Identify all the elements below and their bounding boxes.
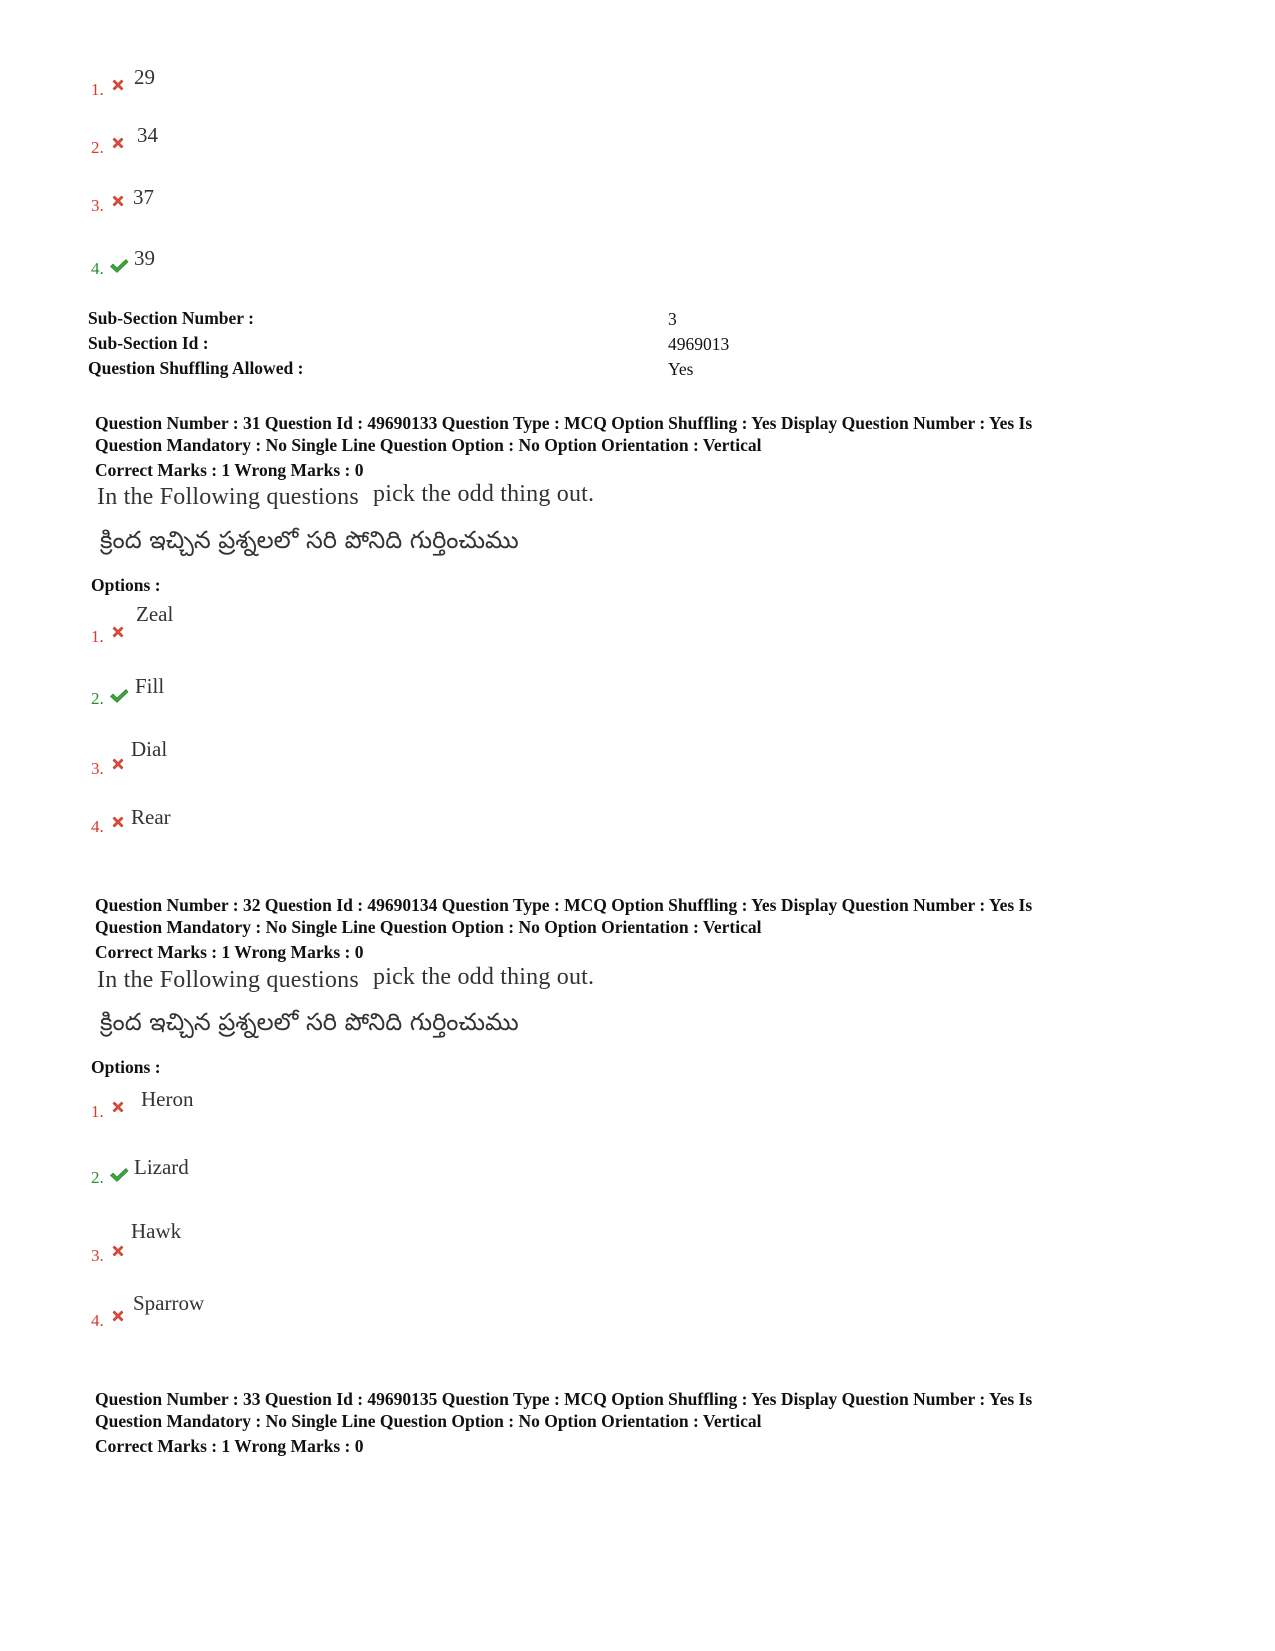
option-number: 1. (91, 627, 104, 646)
question-header (95, 412, 1195, 481)
option-number: 3. (91, 196, 104, 215)
option-value: Heron (141, 1087, 194, 1111)
option-number: 3. (91, 1246, 104, 1265)
question-text-telugu: క్రింద ఇచ్చిన ప్రశ్నలలో సరి పోనిది గుర్తించుము (100, 1008, 519, 1036)
option-value: Fill (135, 674, 165, 698)
option-number: 2. (91, 689, 104, 708)
question-header-line1: Question Number : 33 Question Id : 49690135 Question Type : MCQ Option Shuffling : Yes Display Question Number : Yes Is (95, 1389, 1033, 1409)
question-marks: Correct Marks : 1 Wrong Marks : 0 (95, 460, 364, 480)
question-header-line2: Question Mandatory : No Single Line Question Option : No Option Orientation : Vertical (95, 435, 762, 455)
question-header (95, 1388, 1195, 1457)
option-value: Lizard (134, 1155, 189, 1179)
subsection-number-label: Sub-Section Number : (88, 308, 254, 328)
options-label: Options : (91, 1057, 161, 1077)
question-text-en: In the Following questions (97, 484, 359, 510)
option-number: 4. (91, 259, 104, 278)
subsection-number-value: 3 (668, 309, 677, 329)
subsection-id-label: Sub-Section Id : (88, 333, 209, 353)
option-number: 3. (91, 759, 104, 778)
cross-icon (110, 1308, 126, 1324)
option-value: 37 (133, 185, 154, 209)
cross-icon (110, 1243, 126, 1259)
cross-icon (110, 814, 126, 830)
question-shuffling-label: Question Shuffling Allowed : (88, 358, 304, 378)
option-number: 2. (91, 138, 104, 157)
option-number: 4. (91, 1311, 104, 1330)
checkmark-icon (109, 1167, 129, 1183)
question-header-line2: Question Mandatory : No Single Line Question Option : No Option Orientation : Vertical (95, 917, 762, 937)
option-value: Sparrow (133, 1291, 205, 1315)
cross-icon (110, 756, 126, 772)
cross-icon (110, 135, 126, 151)
cross-icon (110, 624, 126, 640)
checkmark-icon (109, 258, 129, 274)
question-shuffling-value: Yes (668, 359, 694, 379)
question-marks: Correct Marks : 1 Wrong Marks : 0 (95, 942, 364, 962)
option-number: 1. (91, 1102, 104, 1121)
question-text-en: In the Following questions (97, 967, 359, 993)
option-number: 2. (91, 1168, 104, 1187)
option-value: Hawk (131, 1219, 182, 1243)
cross-icon (110, 1099, 126, 1115)
question-text-en-cont: pick the odd thing out. (373, 481, 595, 507)
option-value: Dial (131, 737, 168, 761)
cross-icon (110, 193, 126, 209)
option-value: Zeal (136, 602, 174, 626)
cross-icon (110, 77, 126, 93)
option-value: 34 (137, 123, 158, 147)
question-text-en-cont: pick the odd thing out. (373, 964, 595, 990)
checkmark-icon (109, 688, 129, 704)
option-number: 4. (91, 817, 104, 836)
question-header (95, 894, 1195, 963)
option-value: Rear (131, 805, 171, 829)
option-value: 29 (134, 65, 155, 89)
question-marks: Correct Marks : 1 Wrong Marks : 0 (95, 1436, 364, 1456)
question-text-telugu: క్రింద ఇచ్చిన ప్రశ్నలలో సరి పోనిది గుర్తించుము (100, 526, 519, 554)
question-header-line1: Question Number : 32 Question Id : 49690134 Question Type : MCQ Option Shuffling : Yes Display Question Number : Yes Is (95, 895, 1033, 915)
question-header-line2: Question Mandatory : No Single Line Question Option : No Option Orientation : Vertical (95, 1411, 762, 1431)
question-header-line1: Question Number : 31 Question Id : 49690133 Question Type : MCQ Option Shuffling : Yes Display Question Number : Yes Is (95, 413, 1033, 433)
options-label: Options : (91, 575, 161, 595)
option-value: 39 (134, 246, 155, 270)
subsection-id-value: 4969013 (668, 334, 730, 354)
option-number: 1. (91, 80, 104, 99)
